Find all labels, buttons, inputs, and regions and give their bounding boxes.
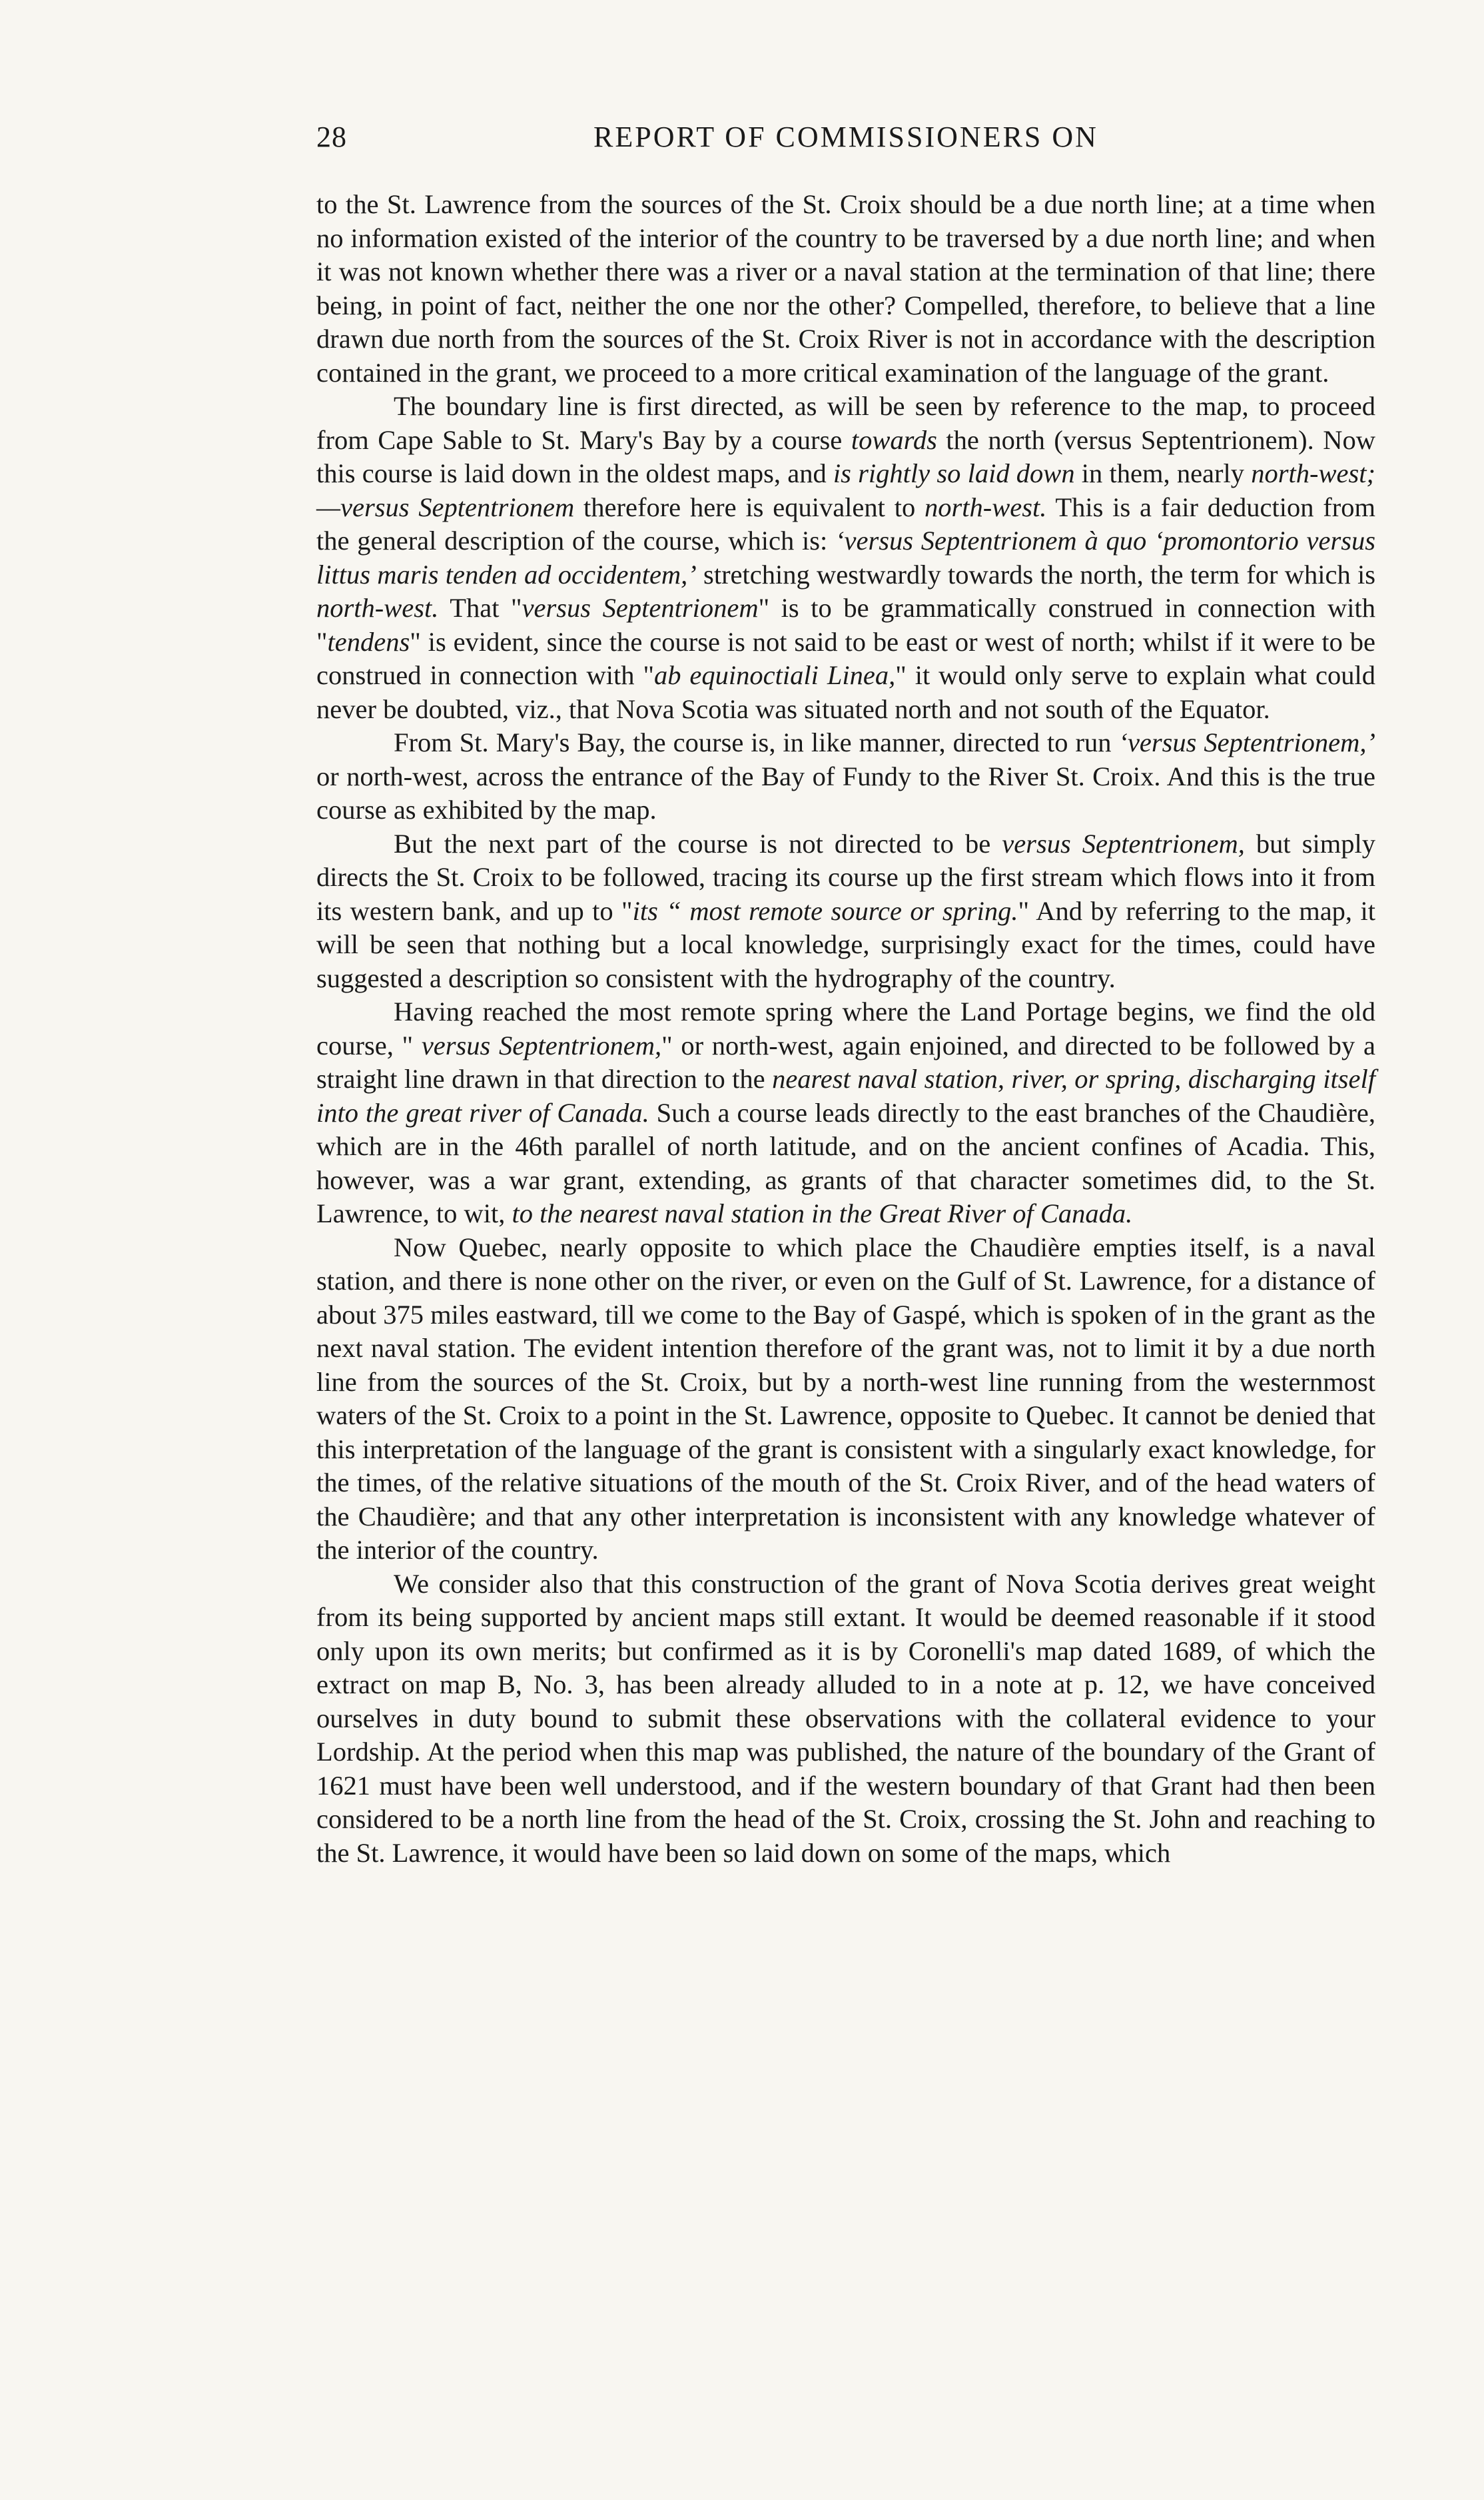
paragraph — [316, 1231, 1375, 1567]
italic-text: tendens — [327, 626, 410, 657]
text-run: " is to be grammatically construed in connection with " — [316, 593, 1375, 657]
italic-text: ‘versus Septentrionem,’ — [1118, 727, 1375, 757]
italic-text: to the nearest naval station in the Great River of Canada. — [512, 1198, 1133, 1228]
text-run: That " — [438, 593, 522, 623]
text-run: stretching westwardly towards the north, the term for which is — [696, 559, 1375, 590]
text-run: but simply directs the St. Croix to be followed, tracing its course up the first stream which flows into it from its western bank, and up to " — [316, 828, 1375, 926]
paragraph — [316, 995, 1375, 1231]
text-run: " or north-west, again enjoined, and directed to be followed by a straight line drawn in that direction to the — [316, 1030, 1375, 1094]
text-run: the north (versus Septentrionem). Now this course is laid down in the oldest maps, and — [316, 424, 1375, 488]
italic-text: its “ most remote source or spring. — [632, 895, 1018, 926]
text-run: Such a course leads directly to the east branches of the Chaudière, which are in the 46th parallel of north latitude, and on the ancient confines of Acadia. This, however, was a war grant, extending, as grants of that character sometimes did, to the St. Lawrence, to wit, — [316, 1097, 1375, 1228]
text-run: " And by referring to the map, it will be seen that nothing but a local knowledge, surprisingly exact for the times, could have suggested a description so consistent with the hydrography of the country. — [316, 895, 1375, 993]
page-header — [316, 120, 1375, 160]
text-run: Having reached the most remote spring where the Land Portage begins, we find the old course, " — [316, 997, 1375, 1060]
italic-text: ‘versus Septentrionem à quo ‘promontorio versus littus maris tenden ad occidentem,’ — [316, 526, 1375, 590]
text-run: therefore here is equivalent to — [574, 492, 925, 522]
text-run: But the next part of the course is not directed to be — [394, 828, 1002, 859]
paragraph — [316, 827, 1375, 996]
body-text — [316, 188, 1375, 1870]
paragraph — [316, 726, 1375, 827]
italic-text: nearest naval station, river, or spring, discharging itself into the great river of Canada. — [316, 1064, 1375, 1128]
italic-text: north-west. — [924, 492, 1047, 522]
italic-text: versus Septentrionem, — [421, 1030, 662, 1060]
italic-text: towards — [851, 424, 937, 455]
italic-text: versus Septentrionem, — [1002, 828, 1245, 859]
text-run: to the St. Lawrence from the sources of the St. Croix should be a due north line; at a time when no information existed of the interior of the country to be traversed by a due north line; and when it was not known whether there was a river or a naval station at the termination of that line; there being, in point of fact, neither the one nor the other? Compelled, therefore, to believe that a line drawn due north from the sources of the St. Croix River is not in accordance with the description contained in the grant, we proceed to a more critical examination of the language of the grant. — [316, 189, 1375, 388]
italic-text: ab equinoctiali Linea, — [653, 660, 896, 690]
text-run: " it would only serve to explain what could never be doubted, viz., that Nova Scotia was situated north and not south of the Equator. — [316, 660, 1376, 724]
text-run: This is a fair deduction from the general description of the course, which is: — [316, 492, 1375, 556]
paragraph — [316, 188, 1375, 390]
text-run: We consider also that this construction of the grant of Nova Scotia derives great weight from its being supported by ancient maps still extant. It would be deemed reasonable if it stood only upon its own merits; but confirmed as it is by Coronelli's map dated 1689, of which the extract on map B, No. 3, has been already alluded to in a note at p. 12, we have conceived ourselves in duty bound to submit these observations with the collateral evidence to your Lordship. At the period when this map was published, the nature of the boundary of the Grant of 1621 must have been well understood, and if the western boundary of that Grant had then been considered to be a north line from the head of the St. Croix, crossing the St. John and reaching to the St. Lawrence, it would have been so laid down on some of the maps, which — [316, 1568, 1375, 1868]
text-run: From St. Mary's Bay, the course is, in like manner, directed to run — [394, 727, 1119, 757]
paragraph — [316, 390, 1375, 726]
running-head: REPORT OF COMMISSIONERS ON — [593, 121, 1098, 153]
page-number: 28 — [316, 121, 347, 153]
text-run: in them, nearly — [1074, 458, 1252, 488]
italic-text: versus Septentrionem — [522, 593, 759, 623]
italic-text: north-west. — [316, 593, 439, 623]
paragraph — [316, 1567, 1375, 1871]
text-run: " is evident, since the course is not said to be east or west of north; whilst if it were to be construed in connection with " — [316, 626, 1375, 690]
text-run: The boundary line is first directed, as will be seen by reference to the map, to proceed from Cape Sable to St. Mary's Bay by a course — [316, 391, 1375, 455]
text-run: or north-west, across the entrance of the Bay of Fundy to the River St. Croix. And this is the true course as exhibited by the map. — [316, 761, 1375, 825]
italic-text: is rightly so laid down — [833, 458, 1075, 488]
text-run: Now Quebec, nearly opposite to which place the Chaudière empties itself, is a naval station, and there is none other on the river, or even on the Gulf of St. Lawrence, for a distance of about 375 miles eastward, till we come to the Bay of Gaspé, which is spoken of in the grant as the next naval station. The evident intention therefore of the grant was, not to limit it by a due north line from the sources of the St. Croix, but by a north-west line running from the westernmost waters of the St. Croix to a point in the St. Lawrence, opposite to Quebec. It cannot be denied that this interpretation of the language of the grant is consistent with a singularly exact knowledge, for the times, of the relative situations of the mouth of the St. Croix River, and of the head waters of the Chaudière; and that any other interpretation is inconsistent with any knowledge whatever of the interior of the country. — [316, 1232, 1375, 1565]
italic-text: north-west;—versus Septentrionem — [316, 458, 1375, 522]
